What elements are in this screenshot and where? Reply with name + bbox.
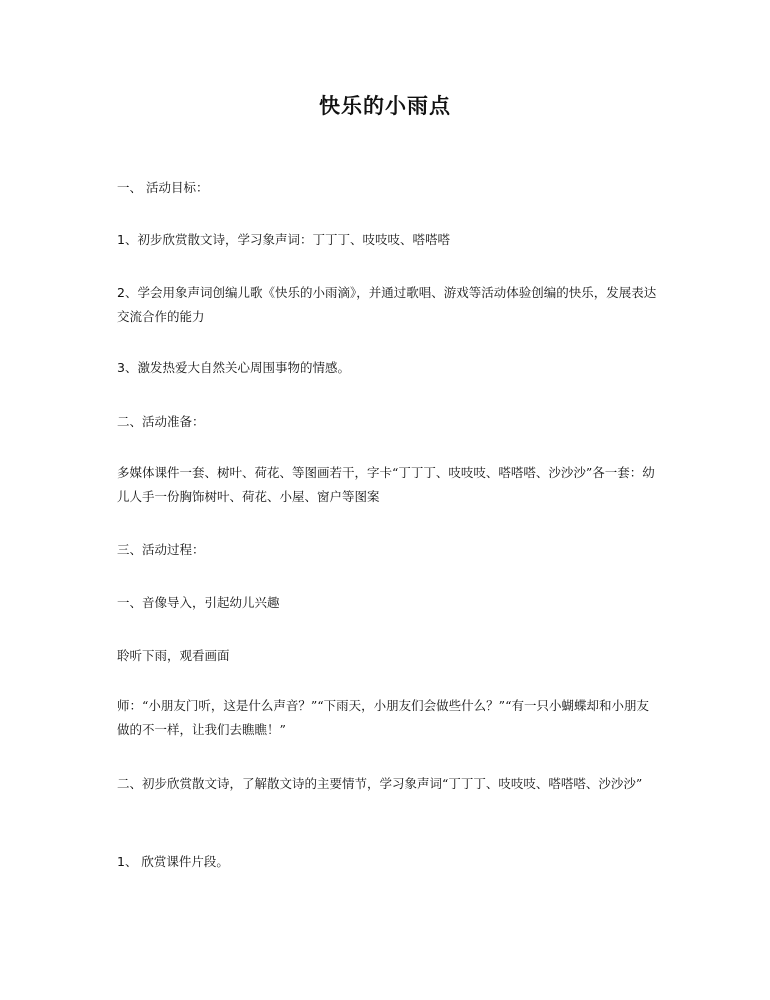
process-step-1-heading: 一、音像导入，引起幼儿兴趣 xyxy=(117,595,280,610)
section-heading-goals: 一、 活动目标： xyxy=(117,180,209,195)
teacher-dialogue: 师：“小朋友门听，这是什么声音？”“下雨天，小朋友们会做些什么？”“有一只小蝴蝶却和小朋友做的不一样，让我们去瞧瞧！” xyxy=(117,698,649,737)
process-step-1-text: 聆听下雨，观看画面 xyxy=(117,648,230,663)
goal-item-3: 3、激发热爱大自然关心周围事物的情感。 xyxy=(117,360,350,375)
goal-item-2: 2、学会用象声词创编儿歌《快乐的小雨滴》，并通过歌唱、游戏等活动体验创编的快乐，发展表达交流合作的能力 xyxy=(117,285,657,324)
preparation-text: 多媒体课件一套、树叶、荷花、等图画若干，字卡“丁丁丁、吱吱吱、嗒嗒嗒、沙沙沙”各一套：幼儿人手一份胸饰树叶、荷花、小屋、窗户等图案 xyxy=(117,465,655,504)
section-heading-process: 三、活动过程： xyxy=(117,542,205,557)
document-title: 快乐的小雨点 xyxy=(319,93,451,118)
process-step-2-heading: 二、初步欣赏散文诗，了解散文诗的主要情节，学习象声词“丁丁丁、吱吱吱、嗒嗒嗒、沙沙沙” xyxy=(117,776,643,791)
process-step-2-item-1: 1、 欣赏课件片段。 xyxy=(117,854,229,869)
section-heading-preparation: 二、活动准备： xyxy=(117,414,205,429)
goal-item-1: 1、初步欣赏散文诗，学习象声词：丁丁丁、吱吱吱、嗒嗒嗒 xyxy=(117,232,450,247)
